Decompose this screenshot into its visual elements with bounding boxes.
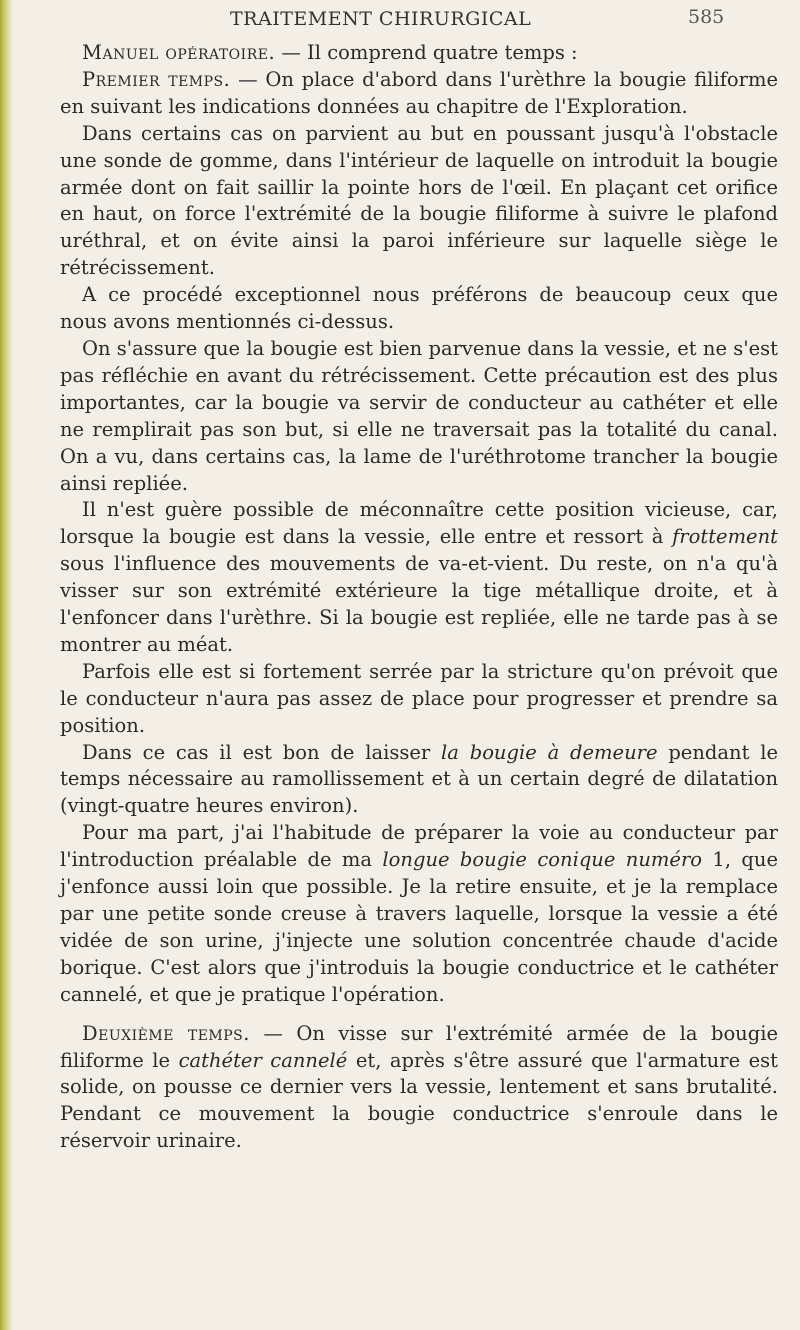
body-text bbox=[60, 40, 778, 1155]
paragraph-text: Il n'est guère possible de méconnaître cette position vicieuse, car, lorsque la bougie est dans la vessie, elle entre et ressort à bbox=[60, 498, 778, 549]
paragraph-bougie-a-demeure bbox=[60, 740, 778, 821]
section-heading-premier-temps: Premier temps. bbox=[82, 67, 231, 91]
paragraph-text: — On place d'abord dans l'urèthre la bougie filiforme en suivant les indications données au chapitre de l'Exploration. bbox=[60, 67, 778, 118]
paragraph-premier-temps bbox=[60, 67, 778, 121]
paragraph-sonde-de-gomme: Dans certains cas on parvient au but en poussant jusqu'à l'obstacle une sonde de gomme, dans l'intérieur de laquelle on introduit la bougie armée dont on fait saillir la pointe hors de l'œil. En plaçant cet orifice en haut, on force l'extrémité de la bougie filiforme à suivre le plafond uréthral, et on évite ainsi la paroi inférieure sur laquelle siège le rétrécissement. bbox=[60, 121, 778, 280]
paragraph-text: 1, que j'enfonce aussi loin que possible. Je la retire ensuite, et je la remplace par une petite sonde creuse à travers laquelle, lorsque la vessie a été vidée de son urine, j'injecte une solution concentrée chaude d'acide borique. C'est alors que j'introduis la bougie conductrice et le cathéter cannelé, et que je pratique l'opération. bbox=[60, 848, 778, 1006]
paragraph-stricture: Parfois elle est si fortement serrée par la stricture qu'on prévoit que le conducteur n'aura pas assez de place pour progresser et prendre sa position. bbox=[60, 659, 778, 737]
paragraph-text: Dans ce cas il est bon de laisser bbox=[82, 740, 442, 764]
section-heading-manuel: Manuel opératoire. bbox=[82, 41, 276, 64]
paragraph-text: — Il comprend quatre temps : bbox=[275, 41, 578, 64]
page-number: 585 bbox=[688, 6, 725, 28]
paragraph-text: sous l'influence des mouvements de va-et-vient. Du reste, on n'a qu'à visser sur son extrémité extérieure la tige métallique droite, et à l'enfoncer dans l'urèthre. Si la bougie est repliée, elle ne tarde pas à se montrer au méat. bbox=[60, 552, 778, 656]
paragraph-text: Pour ma part, j'ai l'habitude de préparer la voie au conducteur par l'introduction préalable de ma bbox=[60, 821, 778, 872]
emphasis-catheter-cannele: cathéter cannelé bbox=[178, 1048, 348, 1072]
book-page bbox=[20, 0, 800, 1330]
paragraph-deuxieme-temps bbox=[60, 1021, 778, 1156]
paragraph-position-vicieuse bbox=[60, 497, 778, 658]
emphasis-bougie-conique: longue bougie conique numéro bbox=[382, 848, 703, 872]
paragraph-text: pendant le temps nécessaire au ramollissement et à un certain degré de dilatation (vingt-quatre heures environ). bbox=[60, 740, 778, 818]
running-title: TRAITEMENT CHIRURGICAL bbox=[230, 8, 532, 30]
paragraph-procede-exceptionnel: A ce procédé exceptionnel nous préférons de beaucoup ceux que nous avons mentionnés ci-dessus. bbox=[60, 283, 778, 334]
paragraph-verification-vessie: On s'assure que la bougie est bien parvenue dans la vessie, et ne s'est pas réfléchie en avant du rétrécissement. Cette précaution est des plus importantes, car la bougie va servir de conducteur au cathéter et elle ne remplirait pas son but, si elle ne traversait pas la totalité du canal. On a vu, dans certains cas, la lame de l'uréthrotome trancher la bougie ainsi repliée. bbox=[60, 336, 778, 495]
emphasis-bougie-a-demeure: la bougie à demeure bbox=[441, 740, 658, 764]
book-binding-edge bbox=[0, 0, 12, 1330]
paragraph-text: et, après s'être assuré que l'armature est solide, on pousse ce dernier vers la vessie, lentement et sans brutalité. Pendant ce mouvement la bougie conductrice s'enroule dans le réservoir urinaire. bbox=[60, 1048, 779, 1153]
paragraph-preparation-voie bbox=[60, 820, 778, 1008]
emphasis-frottement: frottement bbox=[672, 525, 778, 549]
section-heading-deuxieme-temps: Deuxième temps. bbox=[82, 1021, 250, 1045]
paragraph-text: — On visse sur l'extrémité armée de la bougie filiforme le bbox=[60, 1021, 778, 1072]
paragraph-manuel-operatoire bbox=[60, 40, 778, 67]
